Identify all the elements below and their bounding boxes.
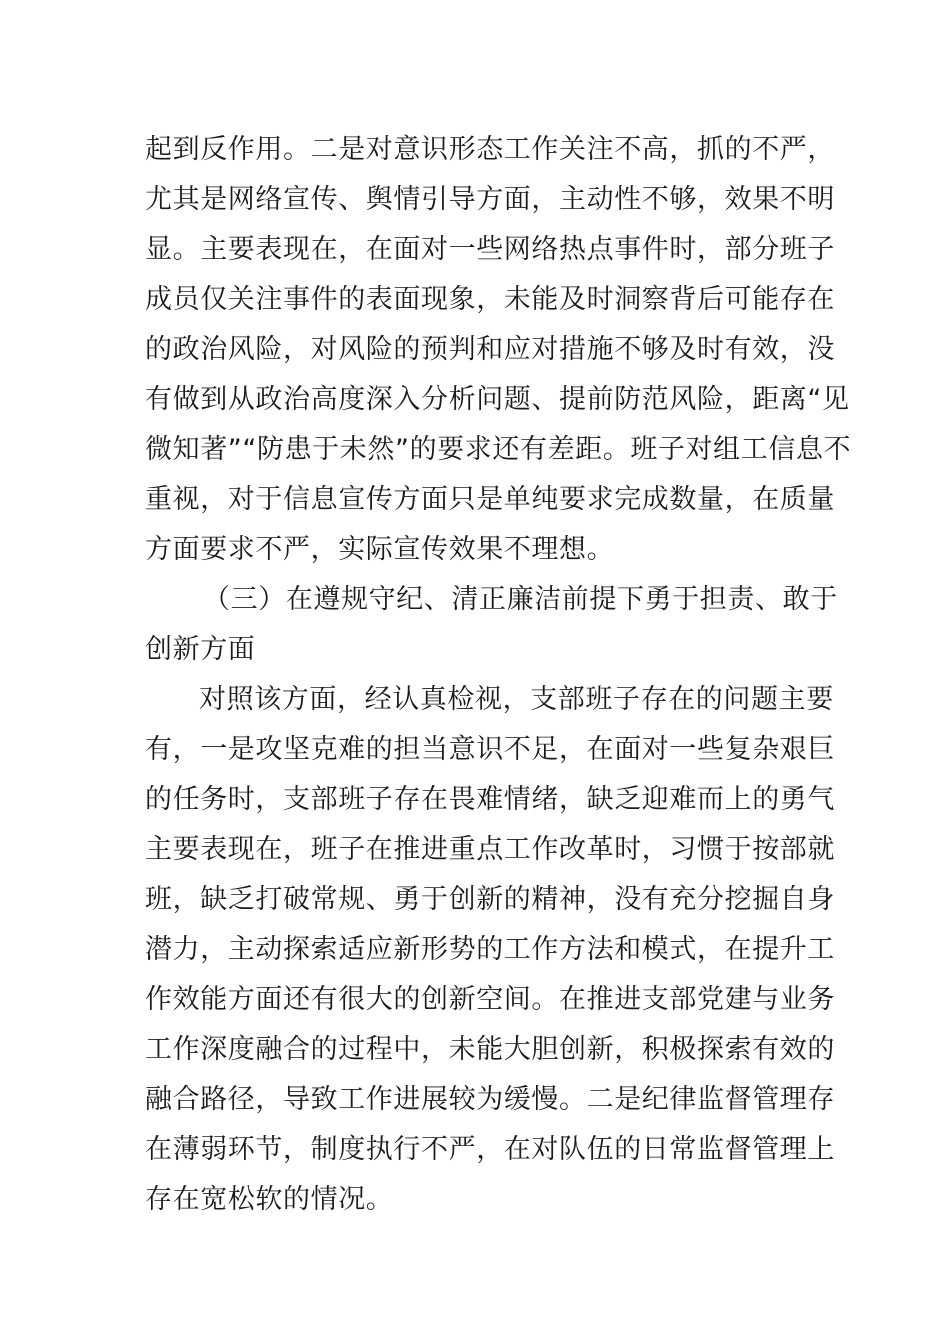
text-line: 的政治风险，对风险的预判和应对措施不够及时有效，没 <box>145 334 835 365</box>
text-line: 微知著”“防患于未然”的要求还有差距。班子对组工信息不 <box>145 434 852 465</box>
text-line: 主要表现在，班子在推进重点工作改革时，习惯于按部就 <box>145 834 835 865</box>
heading-line: （三）在遵规守纪、清正廉洁前提下勇于担责、敢于 <box>203 584 838 615</box>
text-line: 班，缺乏打破常规、勇于创新的精神，没有充分挖掘自身 <box>145 884 835 915</box>
text-line: 工作深度融合的过程中，未能大胆创新，积极探索有效的 <box>145 1034 835 1065</box>
text-line: 重视，对于信息宣传方面只是单纯要求完成数量，在质量 <box>145 484 835 515</box>
section-heading <box>145 575 838 675</box>
text-line: 潜力，主动探索适应新形势的工作方法和模式，在提升工 <box>145 934 835 965</box>
text-line: 对照该方面，经认真检视，支部班子存在的问题主要 <box>199 684 834 715</box>
paragraph-continuation <box>145 125 852 575</box>
paragraph <box>145 675 835 1225</box>
text-line: 尤其是网络宣传、舆情引导方面，主动性不够，效果不明 <box>145 184 835 215</box>
text-line: 存在宽松软的情况。 <box>145 1184 394 1215</box>
text-line: 的任务时，支部班子存在畏难情绪，缺乏迎难而上的勇气 <box>145 784 835 815</box>
text-line: 起到反作用。二是对意识形态工作关注不高，抓的不严， <box>145 134 835 165</box>
text-line: 有，一是攻坚克难的担当意识不足，在面对一些复杂艰巨 <box>145 734 835 765</box>
text-line: 作效能方面还有很大的创新空间。在推进支部党建与业务 <box>145 984 835 1015</box>
text-line: 有做到从政治高度深入分析问题、提前防范风险，距离“见 <box>145 384 850 415</box>
text-line: 融合路径，导致工作进展较为缓慢。二是纪律监督管理存 <box>145 1084 835 1115</box>
heading-line: 创新方面 <box>145 634 256 665</box>
text-line: 显。主要表现在，在面对一些网络热点事件时，部分班子 <box>145 234 835 265</box>
document-body <box>145 125 852 1225</box>
text-line: 方面要求不严，实际宣传效果不理想。 <box>145 534 615 565</box>
text-line: 在薄弱环节，制度执行不严，在对队伍的日常监督管理上 <box>145 1134 835 1165</box>
text-line: 成员仅关注事件的表面现象，未能及时洞察背后可能存在 <box>145 284 835 315</box>
